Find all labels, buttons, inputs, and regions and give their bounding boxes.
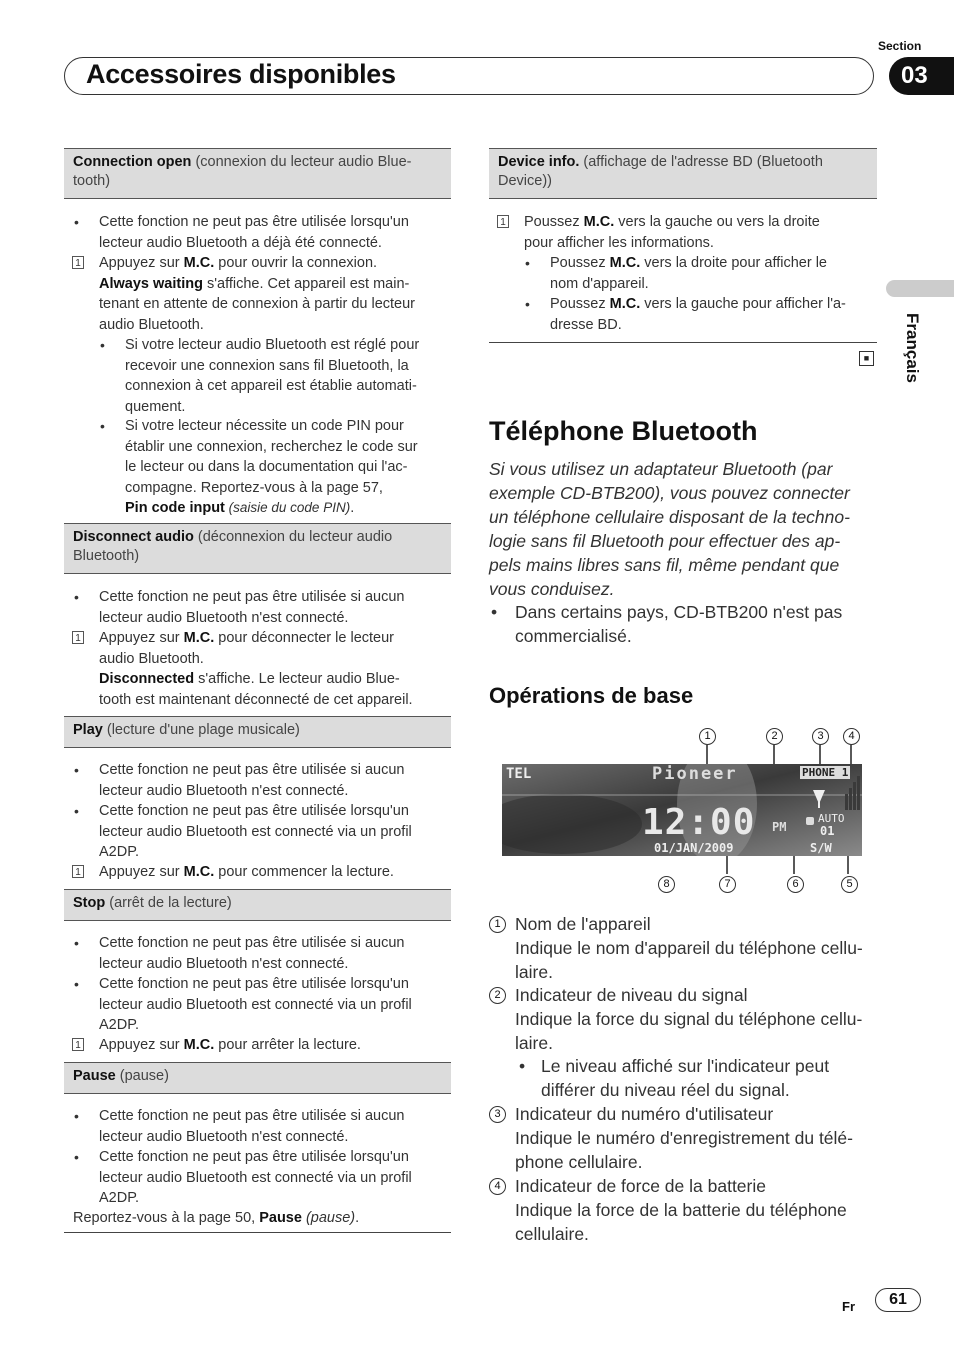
display-legend: 1 Nom de l'appareil Indique le nom d'appareil du téléphone cellu- laire. 2 Indicateur de niveau du signal Indique la force du signal du téléphone cellu- laire. • Le niveau affiché sur l'indicateur peut différer du niveau réel du signal. 3 Indicateur du numéro d'utilisateur Indique le numéro d'enregistrement du télé- phone cellulaire. 4 Indicateur de force de la batterie Indique la force de la batterie du téléphone cellulaire. [489, 912, 877, 1252]
device-info-block: Device info. (affichage de l'adresse BD (Bluetooth Device)) 1 Poussez M.C. vers la gauche ou vers la droite pour afficher les informations. • Poussez M.C. vers la droite pour afficher le nom d'appareil. • Poussez M.C. vers la gauche pour afficher l'a- dresse BD. [489, 148, 877, 348]
callout-8: 8 [658, 876, 675, 893]
footer-language: Fr [842, 1299, 855, 1314]
display-date: 01/JAN/2009 [654, 841, 734, 855]
head-unit-display [502, 764, 862, 856]
left-column: Connection open (connexion du lecteur audio Blue- tooth) • Cette fonction ne peut pas être utilisée lorsqu'un lecteur audio Bluetooth a déjà été connecté. 1 Appuyez sur M.C. pour ouvrir la connexion. Always waiting s'affiche. Cet appareil est main- tenant en attente de connexion à partir du lecteur audio Bluetooth. • Si votre lecteur audio Bluetooth est réglé pour recevoir une connexion sans fil Bluetooth, la connexion à cet appareil est établie automati- quement. • Si votre lecteur nécessite un code PIN pour établir une connexion, recherchez le code sur le lecteur ou dans la documentation qui l'ac- compagne. Reportez-vous à la page 57, Pin code input (saisie du code PIN). Disconnect audio (déconnexion du lecteur audio Bluetooth) • Cette fonction ne peut pas être utilisée si aucun lecteur audio Bluetooth n'est connecté. 1 Appuyez sur M.C. pour déconnecter le lecteur audio Bluetooth. Disconnected s'affiche. Le lecteur audio Blue- tooth est maintenant déconnecté de cet appareil. Play (lecture d'une plage musicale) • Cette fonction ne peut pas être utilisée si aucun lecteur audio Bluetooth n'est connecté. • Cette fonction ne peut pas être utilisée lorsqu'un lecteur audio Bluetooth est connecté via un profil A2DP. 1 Appuyez sur M.C. pour commencer la lecture. Stop (arrêt de la lecture) • Cette fonction ne peut pas être utilisée si aucun lecteur audio Bluetooth n'est connecté. • Cette fonction ne peut pas être utilisée lorsqu'un lecteur audio Bluetooth est connecté via un profil A2DP. 1 Appuyez sur M.C. pour arrêter la lecture. Pause (pause) • Cette fonction ne peut pas être utilisée si aucun lecteur audio Bluetooth n'est connecté. • Cette fonction ne peut pas être utilisée lorsqu'un lecteur audio Bluetooth est connecté via un profil A2DP. Reportez-vous à la page 50, Pause (pause). [64, 148, 451, 1238]
left-column-end-rule [64, 1232, 451, 1233]
disconnect-audio-bar: Disconnect audio (déconnexion du lecteur audio Bluetooth) [64, 523, 451, 574]
language-side-label: Français [903, 313, 922, 383]
page-number: 61 [875, 1288, 921, 1312]
section-label: Section [878, 39, 922, 53]
display-pm: PM [772, 820, 787, 834]
subsection-heading: Opérations de base [489, 683, 694, 708]
connection-open-bar: Connection open (connexion du lecteur audio Blue- tooth) [64, 148, 451, 199]
section-heading: Téléphone Bluetooth [489, 416, 758, 446]
callout-3: 3 [812, 728, 829, 745]
language-tab-marker [886, 280, 954, 297]
battery-icon [806, 817, 814, 825]
device-info-bar: Device info. (affichage de l'adresse BD (Bluetooth Device)) [489, 148, 877, 199]
callout-1: 1 [699, 728, 716, 745]
display-user-number: 01 [820, 824, 835, 838]
callout-4: 4 [843, 728, 860, 745]
callout-6: 6 [787, 876, 804, 893]
display-phone-number: PHONE 1 [802, 766, 849, 779]
callout-7: 7 [719, 876, 736, 893]
display-tel: TEL [506, 766, 532, 782]
display-sw: S/W [810, 841, 832, 855]
callout-5: 5 [841, 876, 858, 893]
display-auto: AUTO [818, 812, 845, 825]
display-clock: 12:00 [642, 802, 756, 843]
play-bar: Play (lecture d'une plage musicale) [64, 716, 451, 748]
callout-2: 2 [766, 728, 783, 745]
end-of-section-icon: ■ [859, 351, 874, 366]
page-title: Accessoires disponibles [86, 59, 396, 89]
pause-reference: Reportez-vous à la page 50, Pause (pause). [73, 1210, 360, 1226]
pause-bar: Pause (pause) [64, 1062, 451, 1094]
intro-paragraph: Si vous utilisez un adaptateur Bluetooth (par exemple CD-BTB200), vous pouvez connecter un téléphone cellulaire disposant de la techno- logie sans fil Bluetooth pour effectuer des ap- pels mains libres sans fil, même pendant que vous conduisez. [489, 459, 850, 599]
stop-bar: Stop (arrêt de la lecture) [64, 889, 451, 921]
section-number-badge: 03 [889, 57, 954, 95]
device-info-end-rule [489, 342, 877, 343]
display-device-name: Pioneer [652, 764, 738, 784]
